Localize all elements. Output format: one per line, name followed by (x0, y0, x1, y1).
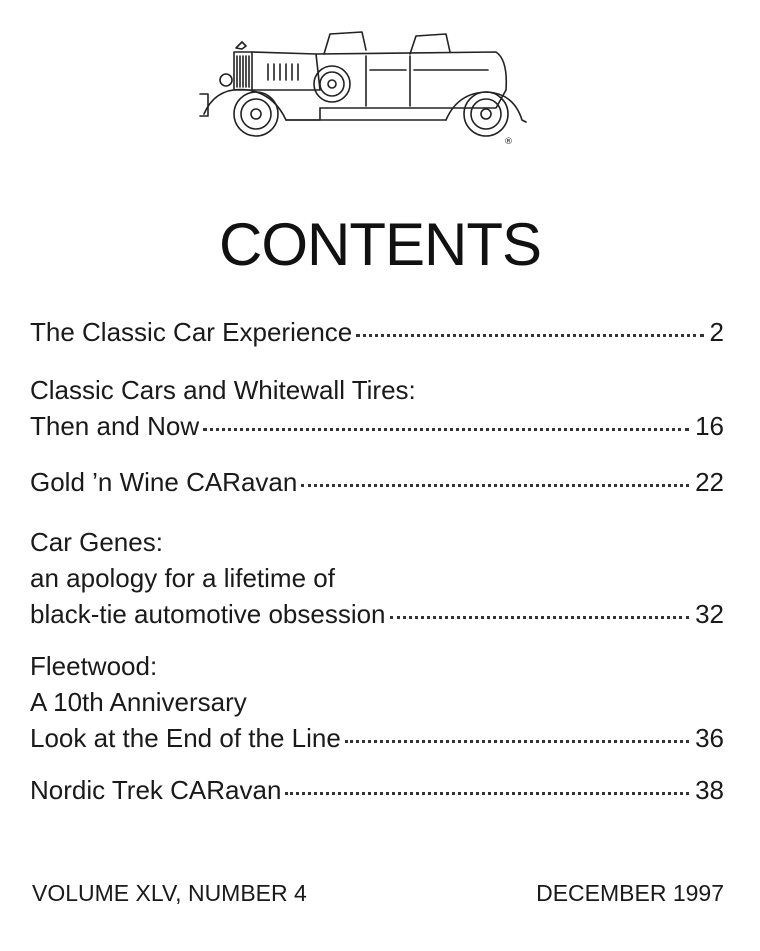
issue-date: DECEMBER 1997 (536, 880, 724, 906)
page-title: CONTENTS (219, 211, 541, 278)
dot-leader (301, 484, 689, 487)
toc-entry-fleetwood[interactable] (30, 648, 724, 756)
dot-leader (390, 616, 690, 619)
toc-entry-title: Nordic Trek CARavan (30, 775, 282, 805)
toc-entry-title: Look at the End of the Line (30, 723, 341, 753)
toc-page-number: 36 (695, 723, 724, 753)
dot-leader (356, 334, 703, 337)
toc-entry-classic-car-experience[interactable] (30, 314, 724, 350)
toc-page-number: 22 (695, 467, 724, 497)
toc-page-number: 38 (695, 775, 724, 805)
toc-entry-title: Gold ’n Wine CARavan (30, 467, 298, 497)
dot-leader (203, 428, 689, 431)
toc-page-number: 32 (695, 599, 724, 629)
toc-page-number: 2 (709, 317, 724, 347)
toc-entry-title-line: A 10th Anniversary (30, 687, 247, 717)
toc-entry-title-line: Fleetwood: (30, 651, 158, 681)
classic-touring-car-icon (196, 30, 536, 148)
toc-entry-car-genes[interactable] (30, 524, 724, 632)
toc-entry-title-line: an apology for a lifetime of (30, 563, 335, 593)
toc-entry-title: The Classic Car Experience (30, 317, 353, 347)
toc-entry-title: Then and Now (30, 411, 200, 441)
toc-entry-title-line: Car Genes: (30, 527, 163, 557)
volume-number: VOLUME XLV, NUMBER 4 (32, 880, 307, 906)
dot-leader (345, 740, 689, 743)
dot-leader (285, 792, 689, 795)
toc-entry-nordic-trek-caravan[interactable] (30, 772, 724, 808)
toc-entry-gold-n-wine-caravan[interactable] (30, 464, 724, 500)
toc-page-number: 16 (695, 411, 724, 441)
toc-entry-whitewall-tires[interactable] (30, 372, 724, 444)
toc-entry-title-line: Classic Cars and Whitewall Tires: (30, 375, 416, 405)
toc-entry-title: black-tie automotive obsession (30, 599, 386, 629)
registered-mark: ® (504, 137, 513, 147)
classic-car-logo (196, 30, 536, 148)
